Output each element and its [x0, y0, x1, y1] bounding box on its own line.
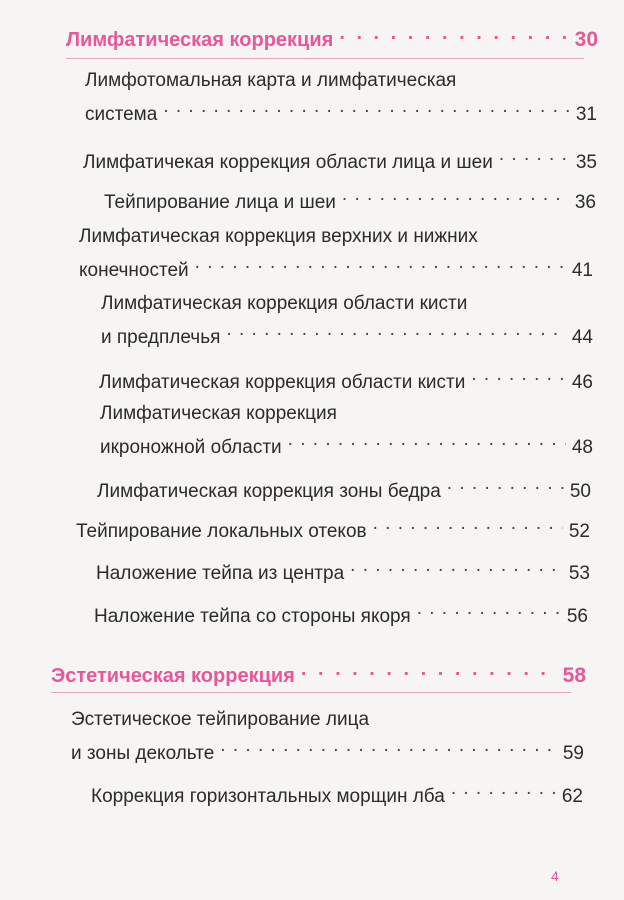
- entry-title: Наложение тейпа со стороны якоря: [94, 606, 411, 627]
- entry-page-number: 36: [574, 192, 596, 213]
- dot-leader: [350, 553, 563, 579]
- toc-entry[interactable]: [96, 553, 590, 587]
- toc-entry[interactable]: [71, 707, 584, 767]
- entry-title: Лимфатичекая коррекция области лица и шеи: [83, 152, 493, 173]
- toc-section-aesthetic[interactable]: [51, 656, 586, 689]
- entry-title-line1: Эстетическое тейпирование лица: [71, 709, 370, 730]
- section-page-number: 58: [562, 664, 586, 687]
- dot-leader: [163, 94, 570, 120]
- dot-leader: [451, 776, 556, 802]
- toc-entry[interactable]: [76, 511, 590, 545]
- dot-leader: [373, 511, 563, 537]
- dot-leader: [226, 317, 565, 343]
- toc-entry[interactable]: [85, 68, 597, 128]
- section-divider: [51, 692, 571, 693]
- dot-leader: [301, 656, 557, 682]
- toc-entry[interactable]: [100, 401, 593, 461]
- entry-title-line2: и предплечья: [101, 327, 221, 348]
- entry-page-number: 35: [575, 152, 597, 173]
- entry-page-number: 56: [566, 606, 588, 627]
- entry-title-line2: и зоны декольте: [71, 743, 215, 764]
- entry-title: Наложение тейпа из центра: [96, 563, 345, 584]
- entry-page-number: 62: [561, 786, 583, 807]
- entry-page-number: 52: [568, 521, 590, 542]
- entry-page-number: 50: [569, 481, 591, 502]
- section-divider: [66, 58, 584, 59]
- entry-title-line1: Лимфатическая коррекция верхних и нижних: [79, 226, 478, 247]
- entry-title: Тейпирование локальных отеков: [76, 521, 367, 542]
- section-page-number: 30: [574, 28, 598, 51]
- toc-entry[interactable]: [104, 182, 596, 216]
- dot-leader: [471, 362, 566, 388]
- entry-page-number: 48: [571, 437, 593, 458]
- entry-page-number: 31: [575, 104, 597, 125]
- toc-entry[interactable]: [94, 596, 588, 630]
- section-title: Эстетическая коррекция: [51, 665, 295, 687]
- dot-leader: [339, 20, 568, 46]
- entry-title-line1: Лимфотомальная карта и лимфатическая: [85, 70, 457, 91]
- entry-title: Лимфатическая коррекция области кисти: [99, 372, 466, 393]
- entry-page-number: 44: [571, 327, 593, 348]
- dot-leader: [220, 733, 557, 759]
- entry-page-number: 53: [568, 563, 590, 584]
- page-number: 4: [551, 868, 559, 884]
- dot-leader: [447, 471, 564, 497]
- entry-title: Тейпирование лица и шеи: [104, 192, 336, 213]
- section-title: Лимфатическая коррекция: [66, 29, 334, 51]
- dot-leader: [342, 182, 569, 208]
- entry-title-line1: Лимфатическая коррекция области кисти: [101, 293, 468, 314]
- dot-leader: [499, 142, 570, 168]
- entry-title: Лимфатическая коррекция зоны бедра: [97, 481, 441, 502]
- entry-title-line1: Лимфатическая коррекция: [100, 403, 337, 424]
- entry-title-line2: икроножной области: [100, 437, 282, 458]
- entry-page-number: 59: [562, 743, 584, 764]
- dot-leader: [417, 596, 561, 622]
- toc-entry[interactable]: [91, 776, 583, 810]
- toc-entry[interactable]: [83, 142, 597, 176]
- toc-entry[interactable]: [97, 471, 591, 505]
- dot-leader: [195, 250, 566, 276]
- entry-page-number: 41: [571, 260, 593, 281]
- entry-page-number: 46: [571, 372, 593, 393]
- dot-leader: [288, 427, 566, 453]
- entry-title-line2: система: [85, 104, 158, 125]
- entry-title: Коррекция горизонтальных морщин лба: [91, 786, 445, 807]
- entry-title-line2: конечностей: [79, 260, 189, 281]
- toc-entry[interactable]: [99, 362, 593, 396]
- toc-entry[interactable]: [79, 224, 593, 284]
- toc-section-lymphatic[interactable]: [66, 20, 598, 53]
- toc-entry[interactable]: [101, 291, 593, 351]
